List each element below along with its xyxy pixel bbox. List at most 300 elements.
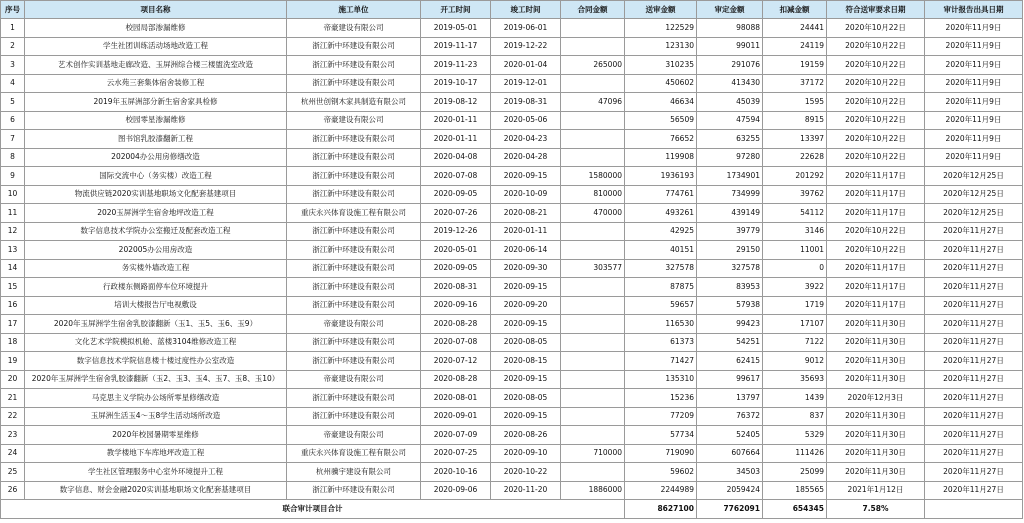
contractor-cell: 浙江新中环建设有限公司 <box>287 278 421 297</box>
header-report-date: 审计报告出具日期 <box>925 1 1023 19</box>
report-date-cell: 2020年11月27日 <box>925 352 1023 371</box>
requirement-date-cell: 2021年1月12日 <box>827 481 925 500</box>
approved-amount-cell: 39779 <box>697 222 763 241</box>
requirement-date-cell: 2020年11月30日 <box>827 370 925 389</box>
project-name-cell: 学生社团训练活动场地改造工程 <box>25 37 287 56</box>
submitted-amount-cell: 119908 <box>625 148 697 167</box>
start-date-cell: 2020-05-01 <box>421 241 491 260</box>
end-date-cell: 2020-06-14 <box>491 241 561 260</box>
approved-amount-cell: 2059424 <box>697 481 763 500</box>
contract-amount-cell <box>561 130 625 149</box>
approved-amount-cell: 63255 <box>697 130 763 149</box>
header-no: 序号 <box>1 1 25 19</box>
contract-amount-cell <box>561 426 625 445</box>
approved-amount-cell: 29150 <box>697 241 763 260</box>
row-number-cell: 14 <box>1 259 25 278</box>
submitted-amount-cell: 774761 <box>625 185 697 204</box>
deducted-amount-cell: 54112 <box>763 204 827 223</box>
project-name-cell: 2020年校园暑期零星维修 <box>25 426 287 445</box>
approved-amount-cell: 45039 <box>697 93 763 112</box>
submitted-amount-cell: 719090 <box>625 444 697 463</box>
deducted-amount-cell: 25099 <box>763 463 827 482</box>
deducted-amount-cell: 19159 <box>763 56 827 75</box>
approved-amount-cell: 99617 <box>697 370 763 389</box>
contract-amount-cell <box>561 74 625 93</box>
row-number-cell: 17 <box>1 315 25 334</box>
table-row <box>1 407 1023 426</box>
table-row <box>1 389 1023 408</box>
start-date-cell: 2020-07-25 <box>421 444 491 463</box>
header-submitted-amount: 送审金额 <box>625 1 697 19</box>
contractor-cell: 浙江新中环建设有限公司 <box>287 259 421 278</box>
deducted-amount-cell: 13397 <box>763 130 827 149</box>
report-date-cell: 2020年11月27日 <box>925 278 1023 297</box>
report-date-cell: 2020年11月27日 <box>925 259 1023 278</box>
row-number-cell: 19 <box>1 352 25 371</box>
table-row <box>1 111 1023 130</box>
start-date-cell: 2019-11-17 <box>421 37 491 56</box>
start-date-cell: 2020-09-16 <box>421 296 491 315</box>
contractor-cell: 浙江新中环建设有限公司 <box>287 167 421 186</box>
submitted-amount-cell: 122529 <box>625 19 697 38</box>
start-date-cell: 2020-09-05 <box>421 185 491 204</box>
deducted-amount-cell: 9012 <box>763 352 827 371</box>
contract-amount-cell <box>561 241 625 260</box>
row-number-cell: 22 <box>1 407 25 426</box>
submitted-amount-cell: 57734 <box>625 426 697 445</box>
contractor-cell: 杭州世创钢木家具制造有限公司 <box>287 93 421 112</box>
table-row <box>1 19 1023 38</box>
approved-amount-cell: 291076 <box>697 56 763 75</box>
row-number-cell: 18 <box>1 333 25 352</box>
header-contractor: 施工单位 <box>287 1 421 19</box>
contractor-cell: 重庆永兴体育设施工程有限公司 <box>287 444 421 463</box>
start-date-cell: 2020-08-01 <box>421 389 491 408</box>
deducted-amount-cell: 0 <box>763 259 827 278</box>
requirement-date-cell: 2020年10月22日 <box>827 19 925 38</box>
deducted-amount-cell: 35693 <box>763 370 827 389</box>
report-date-cell: 2020年11月9日 <box>925 56 1023 75</box>
requirement-date-cell: 2020年10月22日 <box>827 222 925 241</box>
project-name-cell: 2020玉屏洲学生宿舍地坪改造工程 <box>25 204 287 223</box>
approved-amount-cell: 54251 <box>697 333 763 352</box>
end-date-cell: 2020-01-11 <box>491 222 561 241</box>
row-number-cell: 7 <box>1 130 25 149</box>
requirement-date-cell: 2020年11月30日 <box>827 463 925 482</box>
start-date-cell: 2019-12-26 <box>421 222 491 241</box>
table-row <box>1 259 1023 278</box>
contractor-cell: 帝豪建设有限公司 <box>287 315 421 334</box>
contract-amount-cell: 265000 <box>561 56 625 75</box>
start-date-cell: 2020-08-31 <box>421 278 491 297</box>
end-date-cell: 2020-09-15 <box>491 315 561 334</box>
contractor-cell: 浙江新中环建设有限公司 <box>287 296 421 315</box>
project-name-cell: 物流供应链2020实训基地职场文化配套基建项目 <box>25 185 287 204</box>
row-number-cell: 21 <box>1 389 25 408</box>
approved-amount-cell: 34503 <box>697 463 763 482</box>
requirement-date-cell: 2020年10月22日 <box>827 130 925 149</box>
start-date-cell: 2020-01-11 <box>421 111 491 130</box>
contract-amount-cell <box>561 333 625 352</box>
deducted-amount-cell: 201292 <box>763 167 827 186</box>
contract-amount-cell <box>561 37 625 56</box>
start-date-cell: 2020-10-16 <box>421 463 491 482</box>
contractor-cell: 浙江新中环建设有限公司 <box>287 333 421 352</box>
end-date-cell: 2020-08-15 <box>491 352 561 371</box>
table-row <box>1 204 1023 223</box>
header-project-name: 项目名称 <box>25 1 287 19</box>
contract-amount-cell <box>561 370 625 389</box>
deducted-amount-cell: 11001 <box>763 241 827 260</box>
requirement-date-cell: 2020年11月30日 <box>827 315 925 334</box>
approved-amount-cell: 52405 <box>697 426 763 445</box>
report-date-cell: 2020年11月27日 <box>925 296 1023 315</box>
end-date-cell: 2019-12-01 <box>491 74 561 93</box>
header-end-date: 竣工时间 <box>491 1 561 19</box>
approved-amount-cell: 413430 <box>697 74 763 93</box>
report-date-cell: 2020年11月27日 <box>925 444 1023 463</box>
submitted-amount-cell: 59657 <box>625 296 697 315</box>
end-date-cell: 2019-08-31 <box>491 93 561 112</box>
project-name-cell: 文化艺术学院模拟机舱、蓝楼3104维修改造工程 <box>25 333 287 352</box>
row-number-cell: 1 <box>1 19 25 38</box>
project-name-cell: 数字信息技术学院信息楼十楼过度性办公室改造 <box>25 352 287 371</box>
project-name-cell: 学生社区管理服务中心室外环境提升工程 <box>25 463 287 482</box>
project-name-cell: 国际交流中心（务实楼）改造工程 <box>25 167 287 186</box>
requirement-date-cell: 2020年12月3日 <box>827 389 925 408</box>
end-date-cell: 2020-05-06 <box>491 111 561 130</box>
row-number-cell: 26 <box>1 481 25 500</box>
row-number-cell: 5 <box>1 93 25 112</box>
requirement-date-cell: 2020年11月30日 <box>827 444 925 463</box>
contract-amount-cell <box>561 352 625 371</box>
contractor-cell: 帝豪建设有限公司 <box>287 370 421 389</box>
approved-amount-cell: 1734901 <box>697 167 763 186</box>
contract-amount-cell <box>561 278 625 297</box>
requirement-date-cell: 2020年11月17日 <box>827 296 925 315</box>
approved-amount-cell: 734999 <box>697 185 763 204</box>
row-number-cell: 11 <box>1 204 25 223</box>
submitted-amount-cell: 42925 <box>625 222 697 241</box>
row-number-cell: 2 <box>1 37 25 56</box>
deducted-amount-cell: 3922 <box>763 278 827 297</box>
report-date-cell: 2020年11月9日 <box>925 37 1023 56</box>
project-name-cell: 2020年玉屏洲学生宿舍乳胶漆翻新（玉1、玉5、玉6、玉9） <box>25 315 287 334</box>
approved-amount-cell: 99011 <box>697 37 763 56</box>
contractor-cell: 浙江新中环建设有限公司 <box>287 241 421 260</box>
deducted-amount-cell: 1719 <box>763 296 827 315</box>
row-number-cell: 9 <box>1 167 25 186</box>
end-date-cell: 2020-01-04 <box>491 56 561 75</box>
total-row <box>1 500 1023 519</box>
report-date-cell: 2020年11月9日 <box>925 111 1023 130</box>
approved-amount-cell: 62415 <box>697 352 763 371</box>
contractor-cell: 浙江新中环建设有限公司 <box>287 481 421 500</box>
report-date-cell: 2020年12月25日 <box>925 204 1023 223</box>
start-date-cell: 2020-07-12 <box>421 352 491 371</box>
approved-amount-cell: 57938 <box>697 296 763 315</box>
end-date-cell: 2020-08-05 <box>491 389 561 408</box>
table-row <box>1 241 1023 260</box>
start-date-cell: 2020-07-26 <box>421 204 491 223</box>
table-row <box>1 296 1023 315</box>
contractor-cell: 浙江新中环建设有限公司 <box>287 130 421 149</box>
contract-amount-cell: 303577 <box>561 259 625 278</box>
project-name-cell: 校园局部渗漏维修 <box>25 19 287 38</box>
requirement-date-cell: 2020年11月30日 <box>827 426 925 445</box>
deducted-amount-cell: 7122 <box>763 333 827 352</box>
contract-amount-cell <box>561 389 625 408</box>
contract-amount-cell <box>561 148 625 167</box>
end-date-cell: 2020-09-15 <box>491 167 561 186</box>
table-body <box>1 19 1023 500</box>
project-name-cell: 行政楼东侧路面停车位环境提升 <box>25 278 287 297</box>
table-row <box>1 37 1023 56</box>
start-date-cell: 2020-08-28 <box>421 315 491 334</box>
approved-amount-cell: 83953 <box>697 278 763 297</box>
total-deducted: 654345 <box>763 500 827 519</box>
contract-amount-cell: 710000 <box>561 444 625 463</box>
contractor-cell: 浙江新中环建设有限公司 <box>287 222 421 241</box>
requirement-date-cell: 2020年10月22日 <box>827 241 925 260</box>
row-number-cell: 16 <box>1 296 25 315</box>
contractor-cell: 帝豪建设有限公司 <box>287 426 421 445</box>
project-name-cell: 教学楼地下车库地坪改造工程 <box>25 444 287 463</box>
approved-amount-cell: 76372 <box>697 407 763 426</box>
contract-amount-cell <box>561 19 625 38</box>
report-date-cell: 2020年11月9日 <box>925 148 1023 167</box>
deducted-amount-cell: 37172 <box>763 74 827 93</box>
report-date-cell: 2020年11月27日 <box>925 222 1023 241</box>
contract-amount-cell <box>561 463 625 482</box>
requirement-date-cell: 2020年11月17日 <box>827 167 925 186</box>
total-label: 联合审计项目合计 <box>1 500 625 519</box>
table-row <box>1 481 1023 500</box>
contractor-cell: 浙江新中环建设有限公司 <box>287 148 421 167</box>
end-date-cell: 2020-09-15 <box>491 278 561 297</box>
contractor-cell: 浙江新中环建设有限公司 <box>287 407 421 426</box>
header-approved-amount: 审定金额 <box>697 1 763 19</box>
row-number-cell: 20 <box>1 370 25 389</box>
end-date-cell: 2020-08-05 <box>491 333 561 352</box>
table-row <box>1 130 1023 149</box>
row-number-cell: 4 <box>1 74 25 93</box>
requirement-date-cell: 2020年11月30日 <box>827 333 925 352</box>
deducted-amount-cell: 1595 <box>763 93 827 112</box>
submitted-amount-cell: 56509 <box>625 111 697 130</box>
requirement-date-cell: 2020年11月17日 <box>827 204 925 223</box>
total-approved: 7762091 <box>697 500 763 519</box>
contractor-cell: 浙江新中环建设有限公司 <box>287 389 421 408</box>
end-date-cell: 2020-04-28 <box>491 148 561 167</box>
contract-amount-cell <box>561 111 625 130</box>
approved-amount-cell: 99423 <box>697 315 763 334</box>
end-date-cell: 2020-10-22 <box>491 463 561 482</box>
project-name-cell: 202005办公用房改造 <box>25 241 287 260</box>
header-start-date: 开工时间 <box>421 1 491 19</box>
header-deducted-amount: 扣减金额 <box>763 1 827 19</box>
requirement-date-cell: 2020年11月30日 <box>827 407 925 426</box>
approved-amount-cell: 13797 <box>697 389 763 408</box>
project-name-cell: 务实楼外墙改造工程 <box>25 259 287 278</box>
project-name-cell: 202004办公用房修缮改造 <box>25 148 287 167</box>
end-date-cell: 2020-11-20 <box>491 481 561 500</box>
header-row <box>1 1 1023 19</box>
total-deduction-rate: 7.58% <box>827 500 925 519</box>
table-row <box>1 167 1023 186</box>
start-date-cell: 2020-07-09 <box>421 426 491 445</box>
start-date-cell: 2020-04-08 <box>421 148 491 167</box>
end-date-cell: 2020-09-20 <box>491 296 561 315</box>
deducted-amount-cell: 22628 <box>763 148 827 167</box>
report-date-cell: 2020年11月27日 <box>925 241 1023 260</box>
start-date-cell: 2020-08-28 <box>421 370 491 389</box>
requirement-date-cell: 2020年10月22日 <box>827 56 925 75</box>
contract-amount-cell <box>561 296 625 315</box>
total-submitted: 8627100 <box>625 500 697 519</box>
contract-amount-cell: 470000 <box>561 204 625 223</box>
table-row <box>1 463 1023 482</box>
row-number-cell: 25 <box>1 463 25 482</box>
start-date-cell: 2020-01-11 <box>421 130 491 149</box>
table-row <box>1 148 1023 167</box>
project-name-cell: 图书馆乳胶漆翻新工程 <box>25 130 287 149</box>
requirement-date-cell: 2020年11月30日 <box>827 352 925 371</box>
table-row <box>1 370 1023 389</box>
contractor-cell: 浙江新中环建设有限公司 <box>287 56 421 75</box>
project-name-cell: 2019年玉屏洲部分新生宿舍家具检修 <box>25 93 287 112</box>
end-date-cell: 2020-10-09 <box>491 185 561 204</box>
contractor-cell: 浙江新中环建设有限公司 <box>287 74 421 93</box>
submitted-amount-cell: 327578 <box>625 259 697 278</box>
submitted-amount-cell: 2244989 <box>625 481 697 500</box>
project-name-cell: 玉屏洲生活玉4～玉8学生活动场所改造 <box>25 407 287 426</box>
deducted-amount-cell: 24441 <box>763 19 827 38</box>
submitted-amount-cell: 116530 <box>625 315 697 334</box>
submitted-amount-cell: 59602 <box>625 463 697 482</box>
report-date-cell: 2020年11月27日 <box>925 463 1023 482</box>
total-empty-cell <box>925 500 1023 519</box>
requirement-date-cell: 2020年10月22日 <box>827 93 925 112</box>
report-date-cell: 2020年11月27日 <box>925 389 1023 408</box>
contractor-cell: 浙江新中环建设有限公司 <box>287 37 421 56</box>
table-row <box>1 352 1023 371</box>
table-row <box>1 278 1023 297</box>
end-date-cell: 2019-12-22 <box>491 37 561 56</box>
start-date-cell: 2019-08-12 <box>421 93 491 112</box>
project-name-cell: 马克思主义学院办公场所零星修缮改造 <box>25 389 287 408</box>
deducted-amount-cell: 111426 <box>763 444 827 463</box>
row-number-cell: 12 <box>1 222 25 241</box>
contract-amount-cell <box>561 407 625 426</box>
row-number-cell: 6 <box>1 111 25 130</box>
table-row <box>1 315 1023 334</box>
contract-amount-cell <box>561 315 625 334</box>
end-date-cell: 2019-06-01 <box>491 19 561 38</box>
end-date-cell: 2020-04-23 <box>491 130 561 149</box>
row-number-cell: 23 <box>1 426 25 445</box>
submitted-amount-cell: 40151 <box>625 241 697 260</box>
report-date-cell: 2020年11月9日 <box>925 130 1023 149</box>
requirement-date-cell: 2020年11月17日 <box>827 259 925 278</box>
report-date-cell: 2020年11月27日 <box>925 481 1023 500</box>
table-row <box>1 56 1023 75</box>
requirement-date-cell: 2020年10月22日 <box>827 37 925 56</box>
table-row <box>1 93 1023 112</box>
end-date-cell: 2020-09-10 <box>491 444 561 463</box>
submitted-amount-cell: 76652 <box>625 130 697 149</box>
submitted-amount-cell: 61373 <box>625 333 697 352</box>
deducted-amount-cell: 39762 <box>763 185 827 204</box>
start-date-cell: 2019-10-17 <box>421 74 491 93</box>
end-date-cell: 2020-09-15 <box>491 370 561 389</box>
submitted-amount-cell: 310235 <box>625 56 697 75</box>
project-name-cell: 云水苑三套集体宿舍装修工程 <box>25 74 287 93</box>
report-date-cell: 2020年11月27日 <box>925 370 1023 389</box>
report-date-cell: 2020年11月9日 <box>925 74 1023 93</box>
row-number-cell: 13 <box>1 241 25 260</box>
deducted-amount-cell: 3146 <box>763 222 827 241</box>
deducted-amount-cell: 837 <box>763 407 827 426</box>
report-date-cell: 2020年12月25日 <box>925 185 1023 204</box>
project-name-cell: 2020年玉屏洲学生宿舍乳胶漆翻新（玉2、玉3、玉4、玉7、玉8、玉10） <box>25 370 287 389</box>
contract-amount-cell: 810000 <box>561 185 625 204</box>
deducted-amount-cell: 17107 <box>763 315 827 334</box>
submitted-amount-cell: 450602 <box>625 74 697 93</box>
requirement-date-cell: 2020年10月22日 <box>827 148 925 167</box>
row-number-cell: 10 <box>1 185 25 204</box>
report-date-cell: 2020年12月25日 <box>925 167 1023 186</box>
end-date-cell: 2020-09-15 <box>491 407 561 426</box>
deducted-amount-cell: 1439 <box>763 389 827 408</box>
submitted-amount-cell: 87875 <box>625 278 697 297</box>
row-number-cell: 24 <box>1 444 25 463</box>
requirement-date-cell: 2020年10月22日 <box>827 74 925 93</box>
report-date-cell: 2020年11月27日 <box>925 426 1023 445</box>
contractor-cell: 重庆永兴体育设施工程有限公司 <box>287 204 421 223</box>
requirement-date-cell: 2020年11月17日 <box>827 278 925 297</box>
row-number-cell: 3 <box>1 56 25 75</box>
row-number-cell: 8 <box>1 148 25 167</box>
start-date-cell: 2020-09-01 <box>421 407 491 426</box>
table-row <box>1 444 1023 463</box>
submitted-amount-cell: 71427 <box>625 352 697 371</box>
project-name-cell: 艺术创作实训基地走廊改造、玉屏洲综合楼三楼盥洗室改造 <box>25 56 287 75</box>
approved-amount-cell: 327578 <box>697 259 763 278</box>
table-row <box>1 222 1023 241</box>
contractor-cell: 杭州骥宇建设有限公司 <box>287 463 421 482</box>
start-date-cell: 2019-05-01 <box>421 19 491 38</box>
end-date-cell: 2020-09-30 <box>491 259 561 278</box>
table-row <box>1 74 1023 93</box>
submitted-amount-cell: 1936193 <box>625 167 697 186</box>
deducted-amount-cell: 8915 <box>763 111 827 130</box>
contract-amount-cell: 47096 <box>561 93 625 112</box>
deducted-amount-cell: 24119 <box>763 37 827 56</box>
approved-amount-cell: 607664 <box>697 444 763 463</box>
start-date-cell: 2020-07-08 <box>421 167 491 186</box>
header-contract-amount: 合同金额 <box>561 1 625 19</box>
report-date-cell: 2020年11月9日 <box>925 19 1023 38</box>
contract-amount-cell <box>561 222 625 241</box>
submitted-amount-cell: 493261 <box>625 204 697 223</box>
deducted-amount-cell: 5329 <box>763 426 827 445</box>
deducted-amount-cell: 185565 <box>763 481 827 500</box>
report-date-cell: 2020年11月27日 <box>925 333 1023 352</box>
contractor-cell: 帝豪建设有限公司 <box>287 111 421 130</box>
requirement-date-cell: 2020年10月22日 <box>827 111 925 130</box>
approved-amount-cell: 97280 <box>697 148 763 167</box>
